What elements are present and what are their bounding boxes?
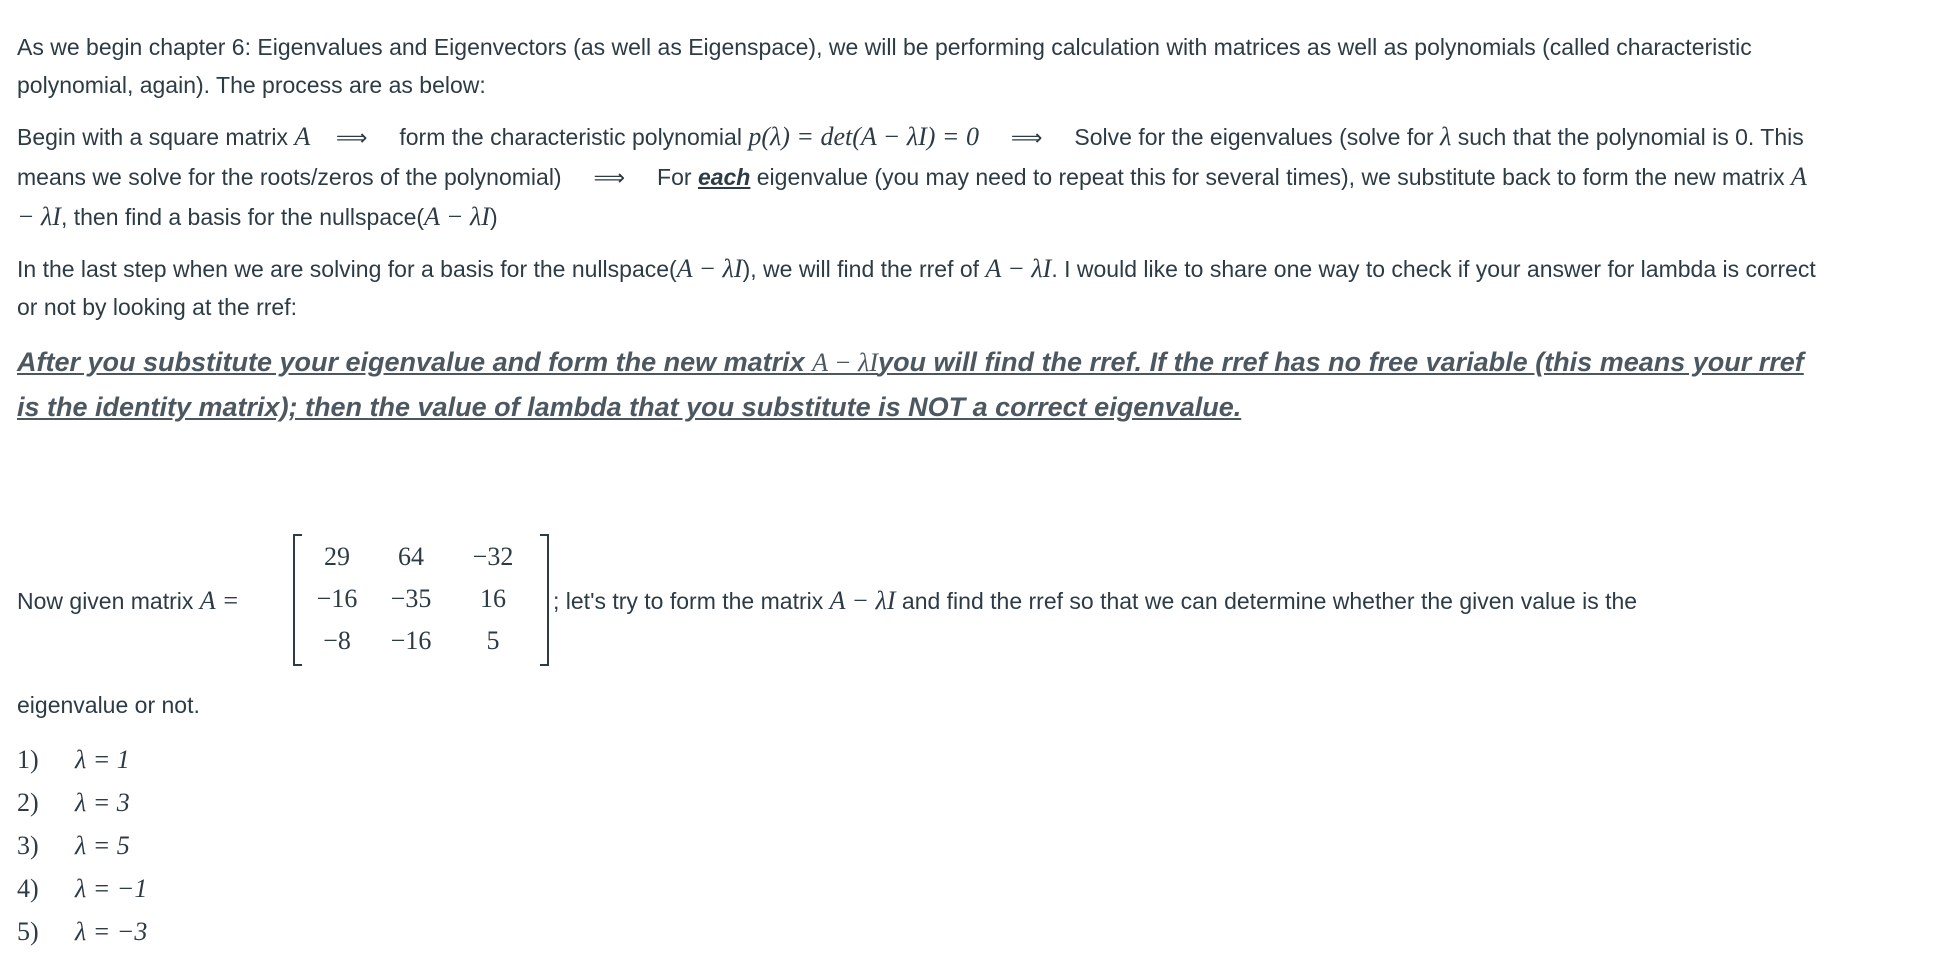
implies-arrow-icon: ⟹	[1010, 126, 1043, 151]
matrix-cell: −35	[390, 584, 432, 613]
given-matrix-symbol: A =	[199, 586, 240, 615]
matrix-cell: −16	[390, 626, 432, 655]
matrix-row	[305, 578, 533, 620]
list-item	[17, 867, 147, 910]
matrix-cell: 5	[486, 626, 500, 655]
last-step-expr1: A − λI	[676, 254, 743, 283]
list-item-expression: λ = −1	[75, 874, 148, 903]
implies-arrow-icon: ⟹	[593, 166, 626, 191]
matrix-a-symbol: A	[294, 122, 311, 151]
list-item	[17, 738, 147, 781]
given-continuation: eigenvalue or not.	[17, 692, 200, 718]
given-trail-expr: A − λI	[829, 586, 896, 615]
emphasis-text-a: After you substitute your eigenvalue and form the new matrix	[17, 347, 813, 377]
process-paragraph	[17, 118, 1827, 236]
list-item-expression: λ = −3	[75, 917, 148, 946]
each-emphasis: each	[697, 164, 751, 190]
list-item-expression: λ = 3	[75, 788, 130, 817]
last-step-expr2: A − λI	[985, 254, 1052, 283]
given-matrix-trail	[553, 586, 1637, 616]
process-step4d: )	[489, 204, 498, 230]
given-matrix-row	[17, 528, 1827, 688]
matrix-row	[305, 536, 533, 578]
process-step4c: , then find a basis for the nullspace(	[60, 204, 425, 230]
list-item-expression: λ = 1	[75, 745, 130, 774]
given-lead-text: Now given matrix	[17, 588, 200, 614]
list-item	[17, 781, 147, 824]
intro-paragraph: As we begin chapter 6: Eigenvalues and Eigenvectors (as well as Eigenspace), we will be performing calculation with matrices as well as polynomials (called characteristic polynomial, again). The process are as below:	[17, 34, 1752, 98]
characteristic-polynomial: p(λ) = det(A − λI) = 0	[748, 122, 979, 151]
list-item	[17, 910, 147, 953]
new-matrix-expression: A − λI	[17, 162, 1807, 231]
left-bracket	[293, 534, 302, 666]
matrix-entries	[305, 536, 533, 662]
last-step-text-c: . I would like to share one way to check if your answer for lambda is correct or not by looking at the rref:	[17, 256, 1816, 320]
process-step3b: such that the polynomial is 0. This means we solve for the roots/zeros of the polynomial)	[17, 124, 1804, 190]
list-item-number: 5)	[17, 917, 39, 946]
content-area	[17, 28, 1827, 946]
nullspace-expression: A − λI	[424, 202, 490, 231]
list-item-number: 3)	[17, 831, 39, 860]
lambda-candidate-list	[17, 738, 147, 953]
matrix-row	[305, 620, 533, 662]
given-trail-text-a: ; let's try to form the matrix	[553, 588, 830, 614]
emphasis-paragraph	[17, 340, 1827, 429]
process-step1: Begin with a square matrix	[17, 124, 295, 150]
given-matrix-lead	[17, 586, 239, 616]
matrix-a	[293, 534, 549, 666]
last-step-text-a: In the last step when we are solving for a basis for the nullspace(	[17, 256, 677, 282]
last-step-paragraph	[17, 250, 1827, 326]
given-trail-text-b: and find the rref so that we can determine whether the given value is the	[895, 588, 1638, 614]
matrix-cell: 16	[480, 584, 506, 613]
list-item-number: 2)	[17, 788, 39, 817]
list-item-number: 4)	[17, 874, 39, 903]
list-item-expression: λ = 5	[75, 831, 130, 860]
right-bracket	[540, 534, 549, 666]
list-item-number: 1)	[17, 745, 39, 774]
matrix-cell: 64	[398, 542, 424, 571]
process-step3: Solve for the eigenvalues (solve for	[1074, 124, 1441, 150]
process-step2: form the characteristic polynomial	[399, 124, 749, 150]
process-step4a: For	[657, 164, 698, 190]
process-step4b: eigenvalue (you may need to repeat this for several times), we substitute back to form the new matrix	[750, 164, 1791, 190]
matrix-cell: 29	[324, 542, 350, 571]
list-item	[17, 824, 147, 867]
matrix-cell: −8	[323, 626, 351, 655]
emphasis-text-b: you will find the rref. If the rref has no free variable (this means your rref is the identity matrix); then the value of lambda that you substitute is NOT a correct eigenvalue.	[17, 347, 1804, 422]
matrix-cell: −16	[316, 584, 358, 613]
emphasis-expr: A − λI	[812, 348, 879, 377]
matrix-cell: −32	[472, 542, 514, 571]
implies-arrow-icon: ⟹	[335, 126, 368, 151]
lambda-symbol: λ	[1440, 122, 1452, 151]
last-step-text-b: ), we will find the rref of	[742, 256, 986, 282]
